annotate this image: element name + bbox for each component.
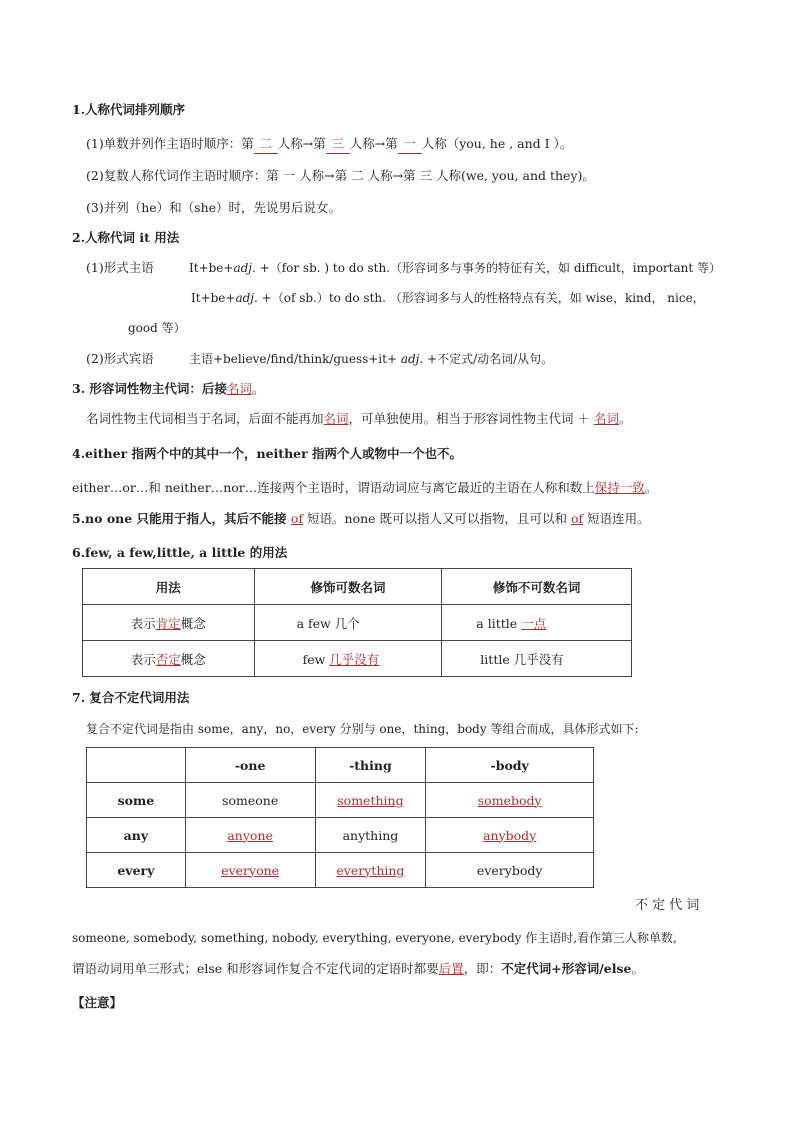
answer-noun: 名词 — [226, 381, 252, 396]
answer-blank-1: 二 — [254, 135, 278, 154]
section-7-title: 7. 复合不定代词用法 — [72, 690, 190, 705]
s1-l1-mid2: 人称→第 — [349, 136, 398, 151]
table-cell: 表示肯定概念 — [83, 605, 255, 641]
answer-blank-2: 三 — [326, 135, 350, 154]
section-6-title: 6.few, a few,little, a little 的用法 — [72, 545, 288, 560]
table-row: every everyone everything everybody — [87, 853, 594, 888]
s4-body: either…or…和 neither…nor…连接两个主语时，谓语动词应与离它最近的主语在人称和数上保持一致。 — [72, 480, 658, 495]
table-row — [83, 641, 632, 677]
s2-formal-object-label: (2)形式宾语 — [86, 351, 154, 366]
s2-formal-subject-a: It+be+adj. +（for sb. ) to do sth.（形容词多与事务的特征有关，如 difficult，important 等） — [189, 261, 722, 275]
s2-formal-subject-label: (1)形式主语 — [86, 260, 154, 275]
s2-formal-subject-b-cont: good 等） — [128, 321, 186, 335]
table-header: -body — [426, 748, 594, 783]
table-cell: a little 一点 — [442, 605, 632, 641]
section-1-title: 1.人称代词排列顺序 — [72, 102, 186, 117]
s7-intro: 复合不定代词是指由 some，any，no，every 分别与 one，thing，body 等组合而成，具体形式如下: — [86, 722, 639, 736]
section-5: 5.no one 只能用于指人，其后不能接 of 短语。none 既可以指人又可以指物，且可以和 of 短语连用。 — [72, 511, 650, 526]
table-cell: few 几乎没有 — [254, 641, 442, 677]
s2-formal-object: 主语+believe/find/think/guess+it+ adj. +不定式/动名词/从句。 — [189, 352, 554, 366]
s1-l1-pre: (1)单数并列作主语时顺序：第 — [86, 136, 254, 151]
table-header: 修饰可数名词 — [254, 569, 442, 605]
table-row: any anyone anything anybody — [87, 818, 594, 853]
answer-blank-3: 一 — [398, 135, 422, 154]
s7-note-line-2: 谓语动词用单三形式；else 和形容词作复合不定代词的定语时都要后置，即：不定代词+形容词/else。 — [72, 961, 644, 976]
table-header: 用法 — [83, 569, 255, 605]
section-4-title: 4.either 指两个中的其中一个，neither 指两个人或物中一个也不。 — [72, 446, 463, 461]
table-header: -thing — [315, 748, 426, 783]
section-3-title: 3. 形容词性物主代词：后接名词。 — [72, 381, 265, 396]
table-cell: a few 几个 — [254, 605, 442, 641]
s7-note-line-1: someone, somebody, something, nobody, everything, everyone, everybody 作主语时,看作第三人称单数, — [72, 931, 677, 945]
s1-line-2: (2)复数人称代词作主语时顺序：第 一 人称→第 二 人称→第 三 人称(we, you, and they)。 — [86, 168, 595, 183]
s3-body: 名词性物主代词相当于名词，后面不能再加名词，可单独使用。相当于形容词性物主代词 ＋ 名词。 — [86, 411, 632, 426]
few-little-table — [82, 568, 632, 677]
s1-l1-post: 人称（you, he , and I ）。 — [421, 136, 573, 151]
table-header: -one — [185, 748, 315, 783]
s1-line-3: (3)并列（he）和（she）时，先说男后说女。 — [86, 200, 342, 215]
table-header — [87, 748, 186, 783]
section-2-title: 2.人称代词 it 用法 — [72, 230, 180, 245]
compound-pronoun-table — [86, 747, 594, 888]
table-header: 修饰不可数名词 — [442, 569, 632, 605]
table-row — [83, 605, 632, 641]
table-row: some someone something somebody — [87, 783, 594, 818]
table-cell: little 几乎没有 — [442, 641, 632, 677]
s2-formal-subject-b: It+be+adj. +（of sb.）to do sth. （形容词多与人的性格特点有关，如 wise，kind， nice， — [191, 291, 705, 305]
table-cell: 表示否定概念 — [83, 641, 255, 677]
attention-heading: 【注意】 — [72, 995, 123, 1010]
s1-l1-mid1: 人称→第 — [277, 136, 326, 151]
s1-line-1 — [86, 135, 572, 154]
s7-note-head: 不 定 代 词 — [635, 898, 700, 913]
